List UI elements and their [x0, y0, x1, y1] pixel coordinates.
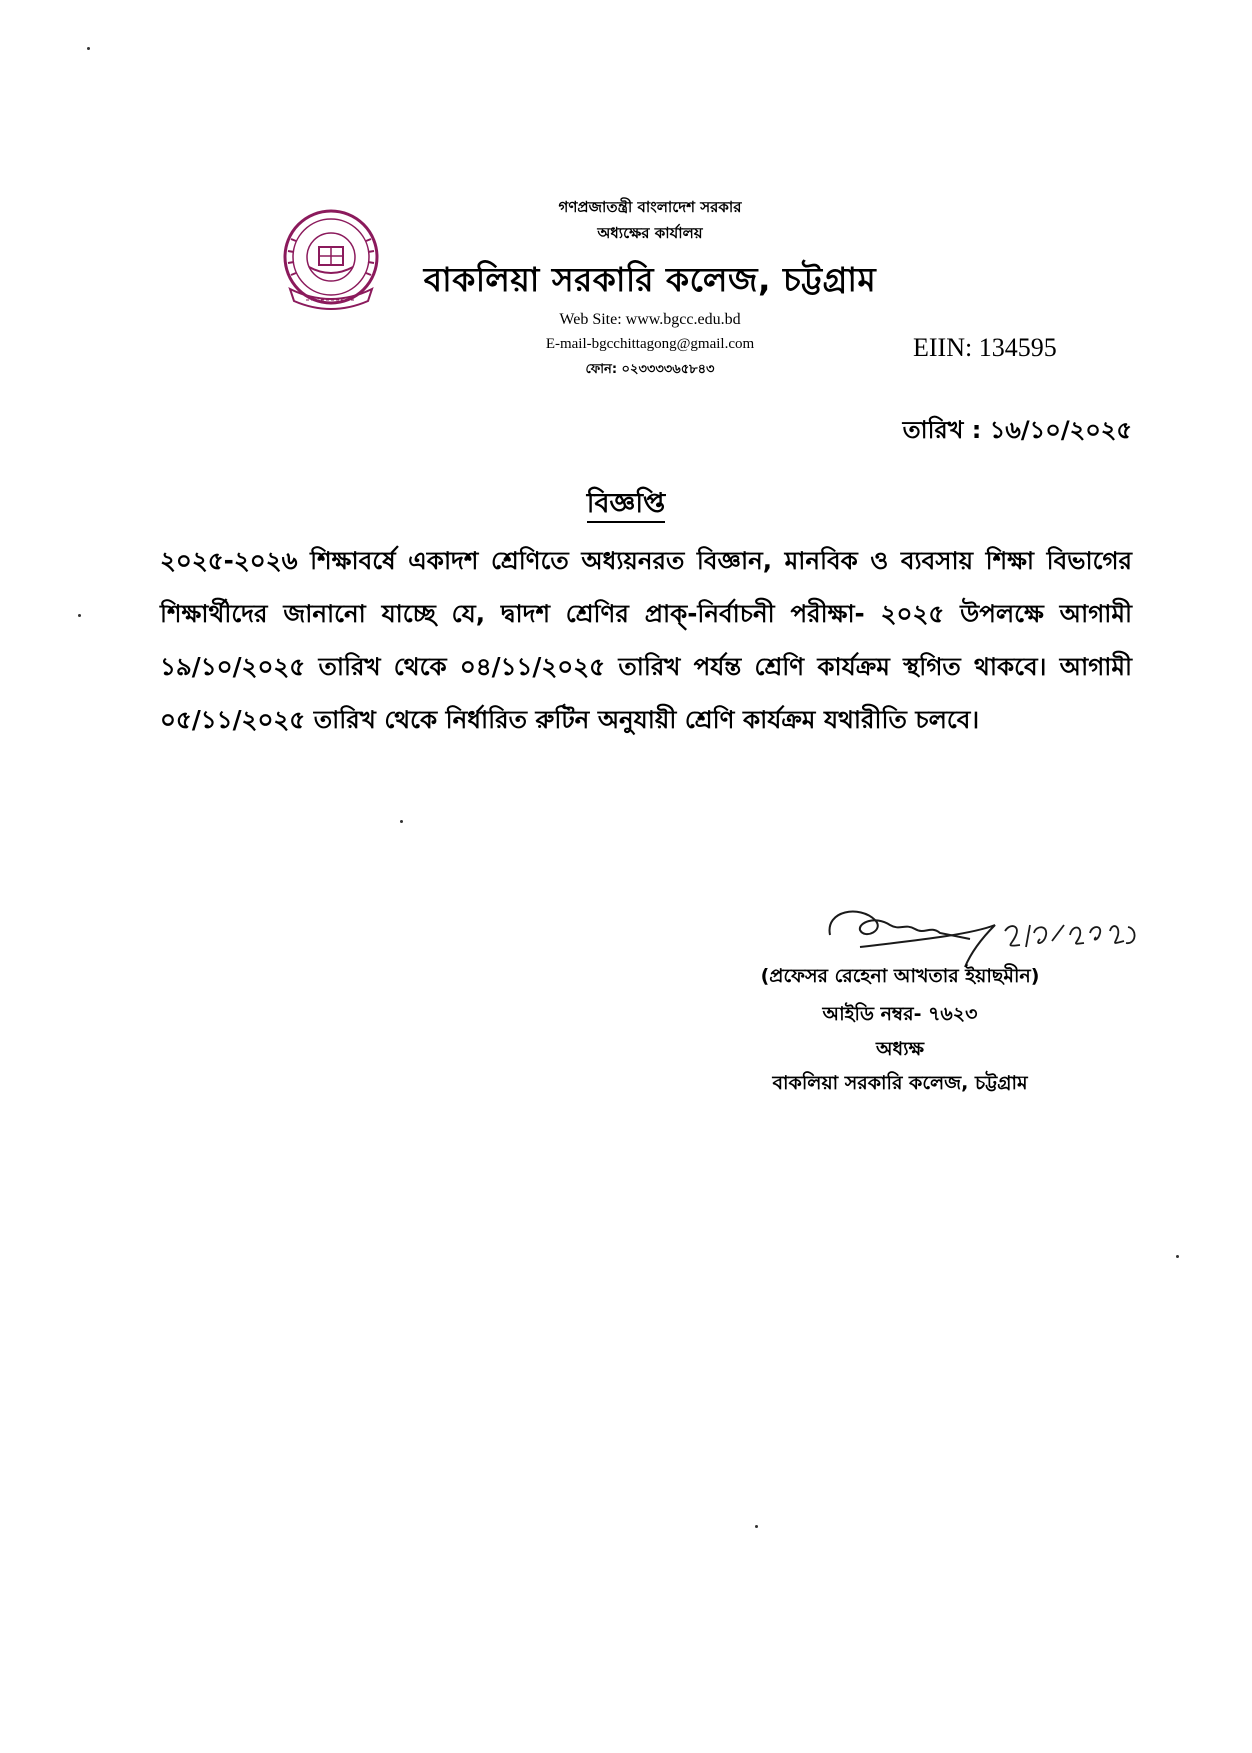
eiin-number: EIIN: 134595 — [913, 333, 1057, 362]
signatory-name: (প্রফেসর রেহেনা আখতার ইয়াছমীন) — [760, 965, 1040, 987]
scan-speck — [78, 614, 81, 617]
scan-speck — [755, 1525, 758, 1528]
signatory-id: আইডি নম্বর- ৭৬২৩ — [822, 1003, 978, 1025]
notice-body-emphasis: দ্বাদশ শ্রেণির প্রাক্-নির্বাচনী পরীক্ষা- ২০২৫ — [500, 599, 945, 628]
signatory-designation: অধ্যক্ষ — [875, 1038, 924, 1060]
government-line: গণপ্রজাতন্ত্রী বাংলাদেশ সরকার — [558, 198, 742, 216]
phone-line: ফোন: ০২৩৩৩৩৬৫৮৪৩ — [585, 362, 715, 377]
notice-title-text: বিজ্ঞপ্তি — [587, 488, 666, 523]
college-name: বাকলিয়া সরকারি কলেজ, চট্টগ্রাম — [423, 260, 877, 299]
college-seal-logo — [276, 205, 386, 315]
office-line: অধ্যক্ষের কার্যালয় — [597, 224, 703, 242]
notice-body-part3: উপলক্ষে আগামী ১৯/১০/২০২৫ তারিখ থেকে ০৪/১১/২০২৫ তারিখ পর্যন্ত শ্রেণি কার্যক্রম স্থগিত থাকবে। আগামী ০৫/১১/২০২৫ তারিখ থেকে নির্ধারিত রুটিন অনুযায়ী শ্রেণি কার্যক্রম যথারীতি চলবে। — [160, 599, 1133, 734]
notice-title — [0, 483, 1252, 528]
notice-body — [160, 534, 1132, 746]
notice-body-part1: ২০২৫-২০২৬ শিক্ষাবর্ষে একাদশ শ্রেণিতে অধ্যয়নরত বিজ্ঞান, মানবিক ও ব্যবসায় শিক্ষা বিভাগের শিক্ষার্থীদের জানানো যাচ্ছে যে, — [160, 546, 1132, 628]
scan-speck — [1176, 1255, 1179, 1258]
signatory-college: বাকলিয়া সরকারি কলেজ, চট্টগ্রাম — [772, 1072, 1028, 1094]
notice-date: তারিখ : ১৬/১০/২০২৫ — [902, 416, 1132, 444]
scan-speck — [400, 820, 403, 823]
website-line: Web Site: www.bgcc.edu.bd — [559, 311, 741, 328]
scan-speck — [87, 47, 90, 50]
email-line: E-mail-bgcchittagong@gmail.com — [545, 336, 755, 352]
